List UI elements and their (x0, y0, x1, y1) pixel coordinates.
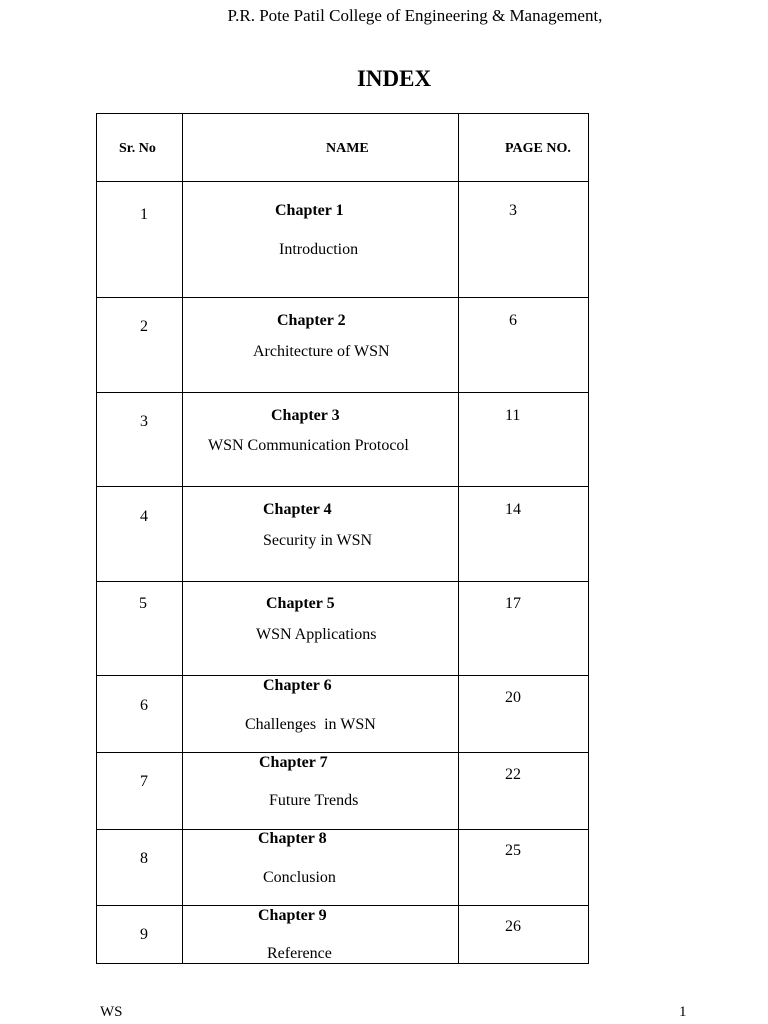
row-1-chapter: Chapter 1 (275, 202, 344, 219)
row-1-name: Introduction (279, 241, 359, 258)
row-4-sr: 4 (140, 508, 148, 525)
row-7-chapter: Chapter 7 (259, 754, 328, 771)
row-6-name: Challenges in WSN (245, 716, 376, 733)
footer-page-number: 1 (679, 1004, 687, 1020)
row-divider (97, 392, 588, 393)
row-6-page: 20 (505, 689, 521, 706)
row-3-page: 11 (505, 407, 521, 424)
row-8-name: Conclusion (263, 869, 336, 886)
row-9-page: 26 (505, 918, 521, 935)
row-7-name: Future Trends (269, 792, 359, 809)
header-sr-no: Sr. No (119, 141, 156, 156)
column-divider (458, 114, 459, 963)
header-page-no: PAGE NO. (505, 141, 571, 156)
row-3-chapter: Chapter 3 (271, 407, 340, 424)
row-divider (97, 181, 588, 182)
row-divider (97, 752, 588, 753)
row-6-sr: 6 (140, 697, 148, 714)
row-2-page: 6 (509, 312, 517, 329)
row-3-name: WSN Communication Protocol (208, 437, 409, 454)
row-divider (97, 905, 588, 906)
row-3-sr: 3 (140, 413, 148, 430)
page-title: INDEX (356, 66, 432, 91)
row-divider (97, 675, 588, 676)
row-8-sr: 8 (140, 850, 148, 867)
row-2-sr: 2 (140, 318, 148, 335)
index-table (96, 113, 589, 964)
row-2-chapter: Chapter 2 (277, 312, 346, 329)
row-7-sr: 7 (140, 773, 148, 790)
college-name: P.R. Pote Patil College of Engineering & Management, (227, 6, 603, 25)
row-8-page: 25 (505, 842, 521, 859)
row-4-chapter: Chapter 4 (263, 501, 332, 518)
row-1-page: 3 (509, 202, 517, 219)
row-divider (97, 297, 588, 298)
row-4-name: Security in WSN (263, 532, 373, 549)
row-9-sr: 9 (140, 926, 148, 943)
row-4-page: 14 (505, 501, 521, 518)
column-divider (182, 114, 183, 963)
row-2-name: Architecture of WSN (253, 343, 390, 360)
row-6-chapter: Chapter 6 (263, 677, 332, 694)
header-name: NAME (326, 141, 369, 156)
row-divider (97, 581, 588, 582)
row-9-name: Reference (267, 945, 332, 962)
footer-left-text: WS (100, 1004, 123, 1020)
row-5-chapter: Chapter 5 (266, 595, 335, 612)
row-5-page: 17 (505, 595, 521, 612)
row-5-name: WSN Applications (256, 626, 377, 643)
row-5-sr: 5 (139, 595, 147, 612)
row-1-sr: 1 (140, 206, 148, 223)
row-divider (97, 829, 588, 830)
row-8-chapter: Chapter 8 (258, 830, 327, 847)
row-divider (97, 486, 588, 487)
row-9-chapter: Chapter 9 (258, 907, 327, 924)
row-7-page: 22 (505, 766, 521, 783)
